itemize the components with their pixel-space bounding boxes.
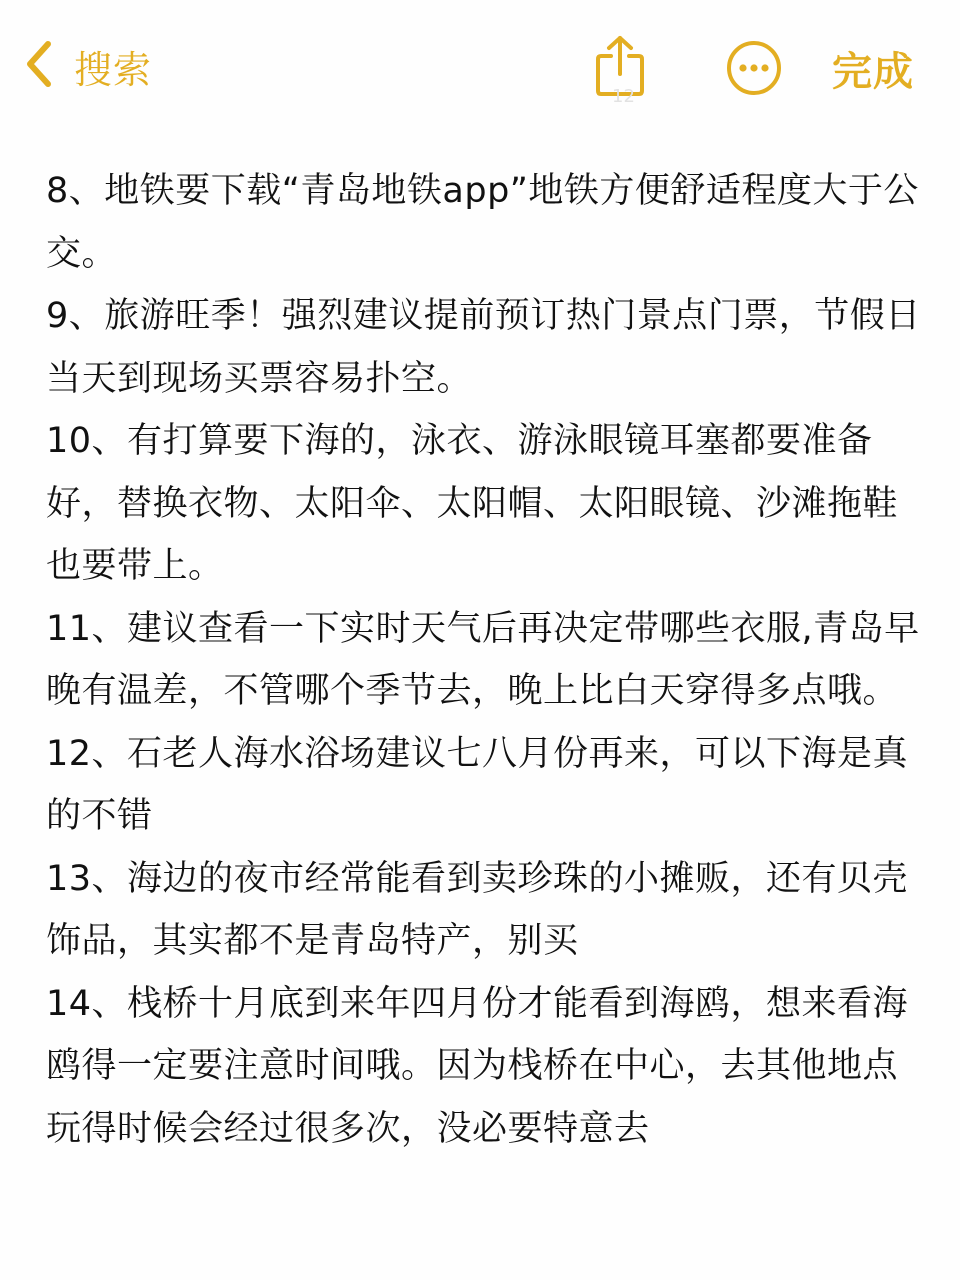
note-paragraph-10: 10、有打算要下海的，泳衣、游泳眼镜耳塞都要准备好，替换衣物、太阳伞、太阳帽、太阳眼镜、沙滩拖鞋也要带上。 [46, 421, 899, 586]
back-button[interactable] [22, 36, 152, 96]
note-paragraph-14: 14、栈桥十月底到来年四月份才能看到海鸥，想来看海鸥得一定要注意时间哦。因为栈桥在中心，去其他地点玩得时候会经过很多次，没必要特意去 [46, 983, 909, 1149]
more-icon [726, 40, 782, 96]
note-paragraph-11: 11、建议查看一下实时天气后再决定带哪些衣服,青岛早晚有温差，不管哪个季节去，晚上比白天穿得多点哦。 [46, 608, 920, 711]
note-paragraph-8: 8、地铁要下载“青岛地铁app”地铁方便舒适程度大于公交。 [46, 171, 919, 274]
faint-watermark-text: 12 [612, 86, 635, 107]
note-body[interactable] [46, 160, 926, 1160]
more-button[interactable] [726, 40, 782, 96]
note-paragraph-12: 12、石老人海水浴场建议七八月份再来，可以下海是真的不错 [46, 733, 909, 836]
done-button[interactable]: 完成 [832, 49, 914, 95]
chevron-left-icon [22, 38, 56, 94]
navigation-toolbar [0, 0, 960, 140]
note-paragraph-13: 13、海边的夜市经常能看到卖珍珠的小摊贩，还有贝壳饰品，其实都不是青岛特产，别买 [46, 858, 909, 961]
back-label: 搜索 [74, 47, 153, 92]
note-paragraph-9: 9、旅游旺季！强烈建议提前预订热门景点门票，节假日当天到现场买票容易扑空。 [46, 296, 921, 399]
